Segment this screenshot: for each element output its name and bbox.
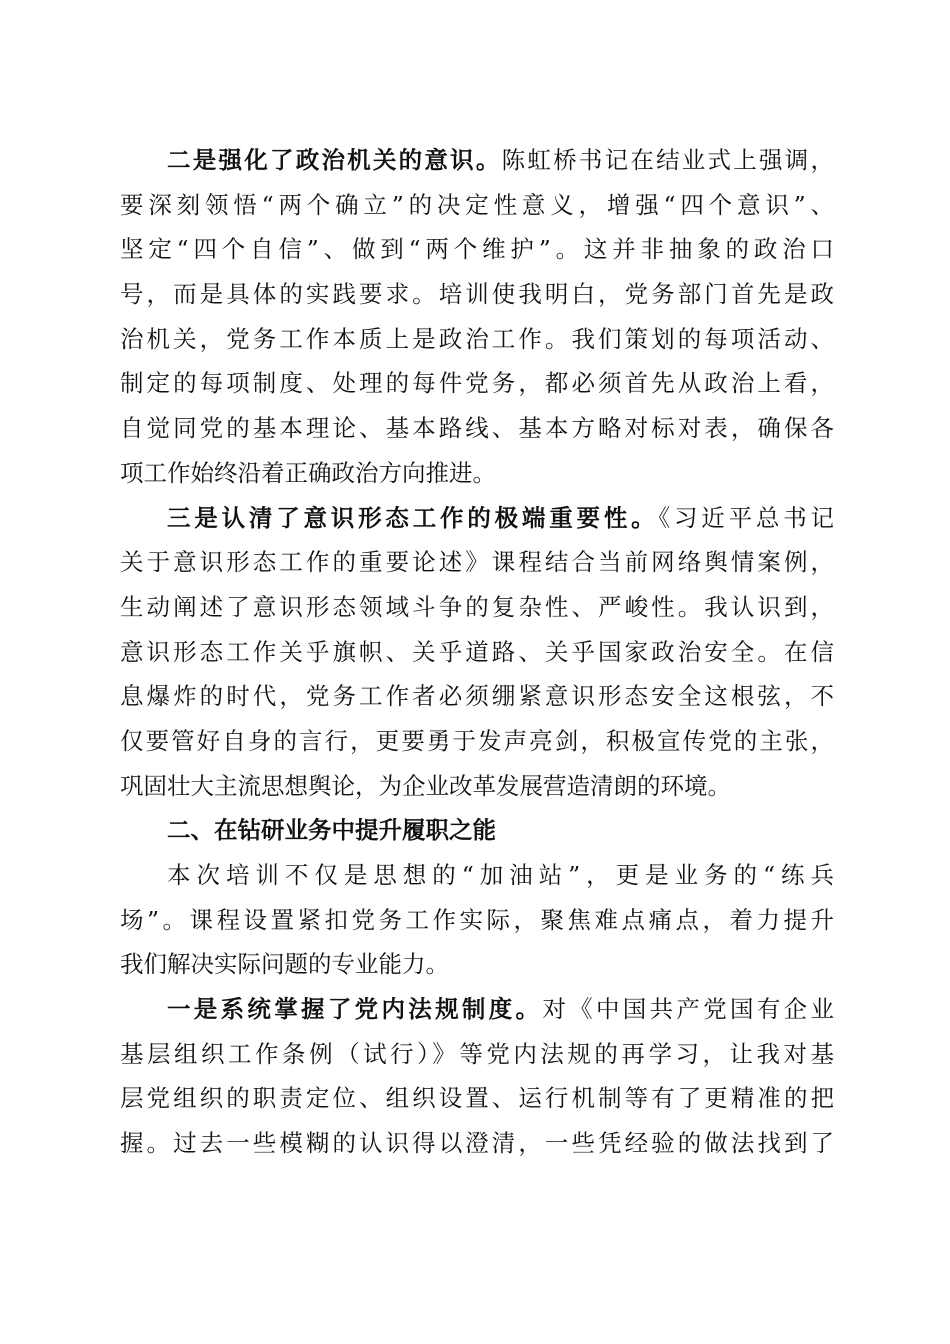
line-text: 我们解决实际问题的专业能力。 (120, 950, 449, 979)
text-line (120, 406, 834, 451)
text-line (120, 942, 834, 987)
line-text: 层党组织的职责定位、组织设置、运行机制等有了更精准的把 (120, 1084, 834, 1113)
text-line (120, 1076, 834, 1121)
text-line (120, 585, 834, 630)
line-text: 治机关，党务工作本质上是政治工作。我们策划的每项活动、 (120, 324, 834, 353)
line-text: 意识形态工作关乎旗帜、关乎道路、关乎国家政治安全。在信 (120, 637, 834, 666)
paragraph-lead: 二是强化了政治机关的意识。 (167, 146, 502, 174)
section-heading: 二、在钻研业务中提升履职之能 (167, 816, 496, 845)
text-line (120, 227, 834, 272)
line-text: 场”。课程设置紧扣党务工作实际，聚焦难点痛点，着力提升 (120, 905, 834, 934)
line-text: 本次培训不仅是思想的“加油站”，更是业务的“练兵 (167, 861, 834, 889)
text-line (120, 496, 834, 541)
line-text: 自觉同党的基本理论、基本路线、基本方略对标对表，确保各 (120, 414, 834, 443)
line-text: 项工作始终沿着正确政治方向推进。 (120, 458, 496, 487)
text-line (120, 183, 834, 228)
text-line (120, 317, 834, 362)
text-line (120, 630, 834, 675)
line-text: 号，而是具体的实践要求。培训使我明白，党务部门首先是政 (120, 280, 834, 309)
line-text: 对《中国共产党国有企业 (542, 995, 834, 1024)
line-text: 仅要管好自身的言行，更要勇于发声亮剑，积极宣传党的主张， (120, 726, 834, 755)
paragraph-lead: 一是系统掌握了党内法规制度。 (167, 995, 543, 1024)
paragraph-lead: 三是认清了意识形态工作的极端重要性。 (167, 503, 659, 532)
line-text: 基层组织工作条例（试行）》等党内法规的再学习，让我对基 (120, 1039, 834, 1068)
line-text: 《习近平总书记 (658, 503, 834, 532)
text-line (120, 540, 834, 585)
line-text: 陈虹桥书记在结业式上强调， (501, 146, 835, 174)
text-line (120, 451, 834, 496)
line-text: 关于意识形态工作的重要论述》课程结合当前网络舆情案例， (120, 548, 834, 577)
text-line (120, 808, 834, 853)
line-text: 息爆炸的时代，党务工作者必须绷紧意识形态安全这根弦，不 (120, 682, 834, 711)
line-text: 生动阐述了意识形态领域斗争的复杂性、严峻性。我认识到， (120, 592, 834, 621)
text-line (120, 987, 834, 1032)
text-line (120, 898, 834, 943)
text-line (120, 1121, 834, 1166)
document-body (120, 138, 834, 1166)
line-text: 握。过去一些模糊的认识得以澄清，一些凭经验的做法找到了 (120, 1129, 834, 1158)
line-text: 坚定“四个自信”、做到“两个维护”。这并非抽象的政治口 (120, 235, 834, 264)
line-text: 制定的每项制度、处理的每件党务，都必须首先从政治上看， (120, 369, 834, 398)
text-line (120, 853, 834, 898)
line-text: 巩固壮大主流思想舆论，为企业改革发展营造清朗的环境。 (120, 771, 731, 800)
text-line (120, 719, 834, 764)
text-line (120, 764, 834, 809)
text-line (120, 138, 834, 183)
text-line (120, 272, 834, 317)
line-text: 要深刻领悟“两个确立”的决定性意义，增强“四个意识”、 (120, 190, 834, 219)
text-line (120, 361, 834, 406)
text-line (120, 1032, 834, 1077)
text-line (120, 674, 834, 719)
